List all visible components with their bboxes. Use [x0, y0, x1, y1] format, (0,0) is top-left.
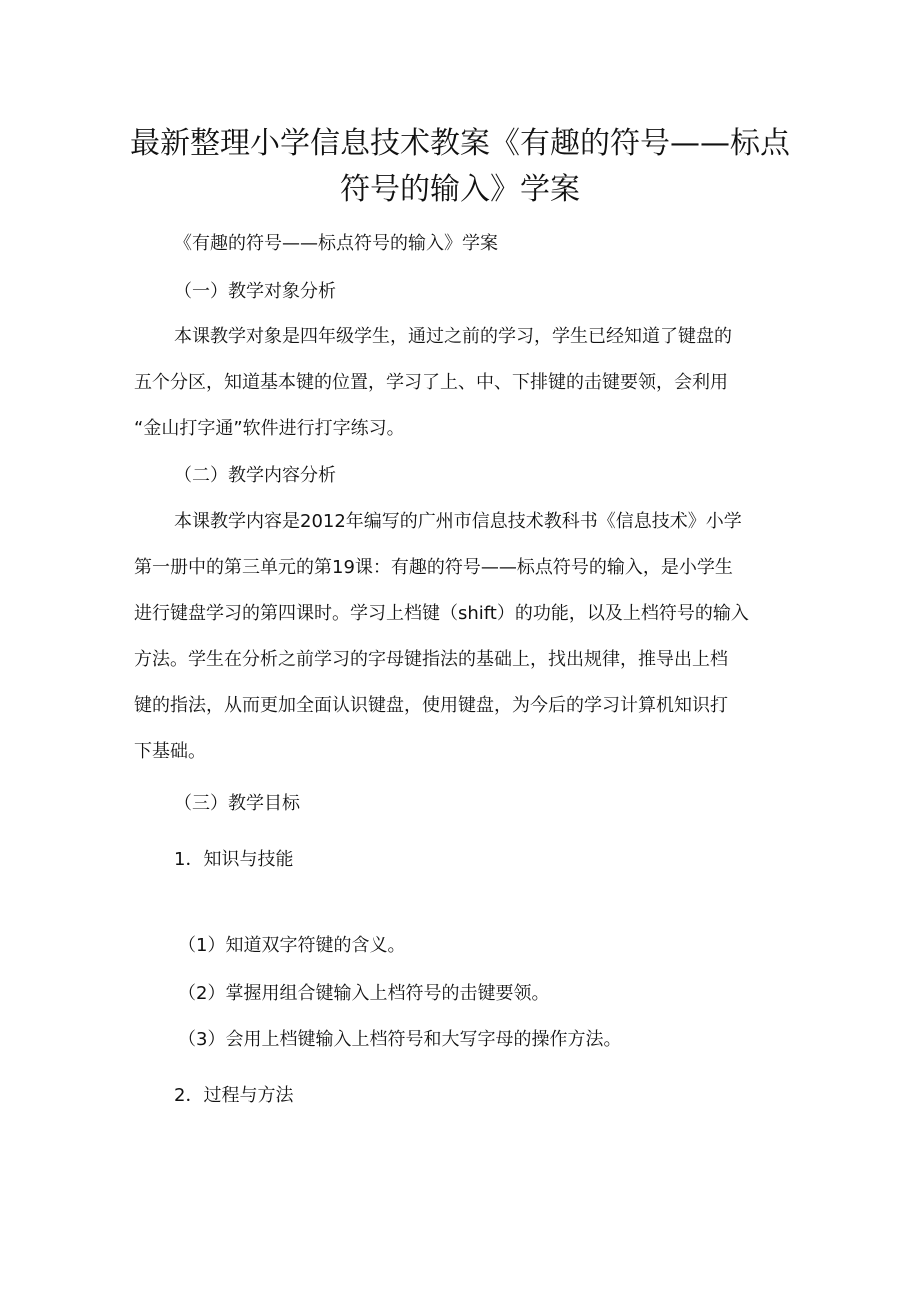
document-title-line-2: 符号的输入》学案 — [340, 172, 580, 207]
list-item: （3）会用上档键输入上档符号和大写字母的操作方法。 — [178, 1029, 622, 1050]
paragraph-line: 方法。学生在分析之前学习的字母键指法的基础上，找出规律，推导出上档 — [134, 649, 728, 670]
paragraph-line: “金山打字通”软件进行打字练习。 — [134, 418, 405, 439]
list-item: （1）知道双字符键的含义。 — [178, 935, 406, 956]
section-heading-2: （二）教学内容分析 — [174, 465, 336, 486]
document-title-line-1: 最新整理小学信息技术教案《有趣的符号——标点 — [130, 126, 790, 161]
paragraph-line: 进行键盘学习的第四课时。学习上档键（shift）的功能，以及上档符号的输入 — [134, 603, 749, 624]
subsection-heading-1: 1．知识与技能 — [174, 849, 294, 870]
list-item: （2）掌握用组合键输入上档符号的击键要领。 — [178, 983, 550, 1004]
subsection-heading-2: 2．过程与方法 — [174, 1085, 294, 1106]
section-heading-1: （一）教学对象分析 — [174, 281, 336, 302]
paragraph-line: 第一册中的第三单元的第19课：有趣的符号——标点符号的输入，是小学生 — [134, 557, 733, 578]
paragraph-line: 键的指法，从而更加全面认识键盘，使用键盘，为今后的学习计算机知识打 — [134, 695, 728, 716]
section-heading-3: （三）教学目标 — [174, 793, 300, 814]
paragraph-line: 本课教学对象是四年级学生，通过之前的学习，学生已经知道了键盘的 — [174, 326, 732, 347]
paragraph-line: 下基础。 — [134, 741, 206, 762]
document-subtitle: 《有趣的符号——标点符号的输入》学案 — [174, 233, 498, 254]
paragraph-line: 本课教学内容是2012年编写的广州市信息技术教科书《信息技术》小学 — [174, 511, 742, 532]
paragraph-line: 五个分区，知道基本键的位置，学习了上、中、下排键的击键要领，会利用 — [134, 372, 728, 393]
